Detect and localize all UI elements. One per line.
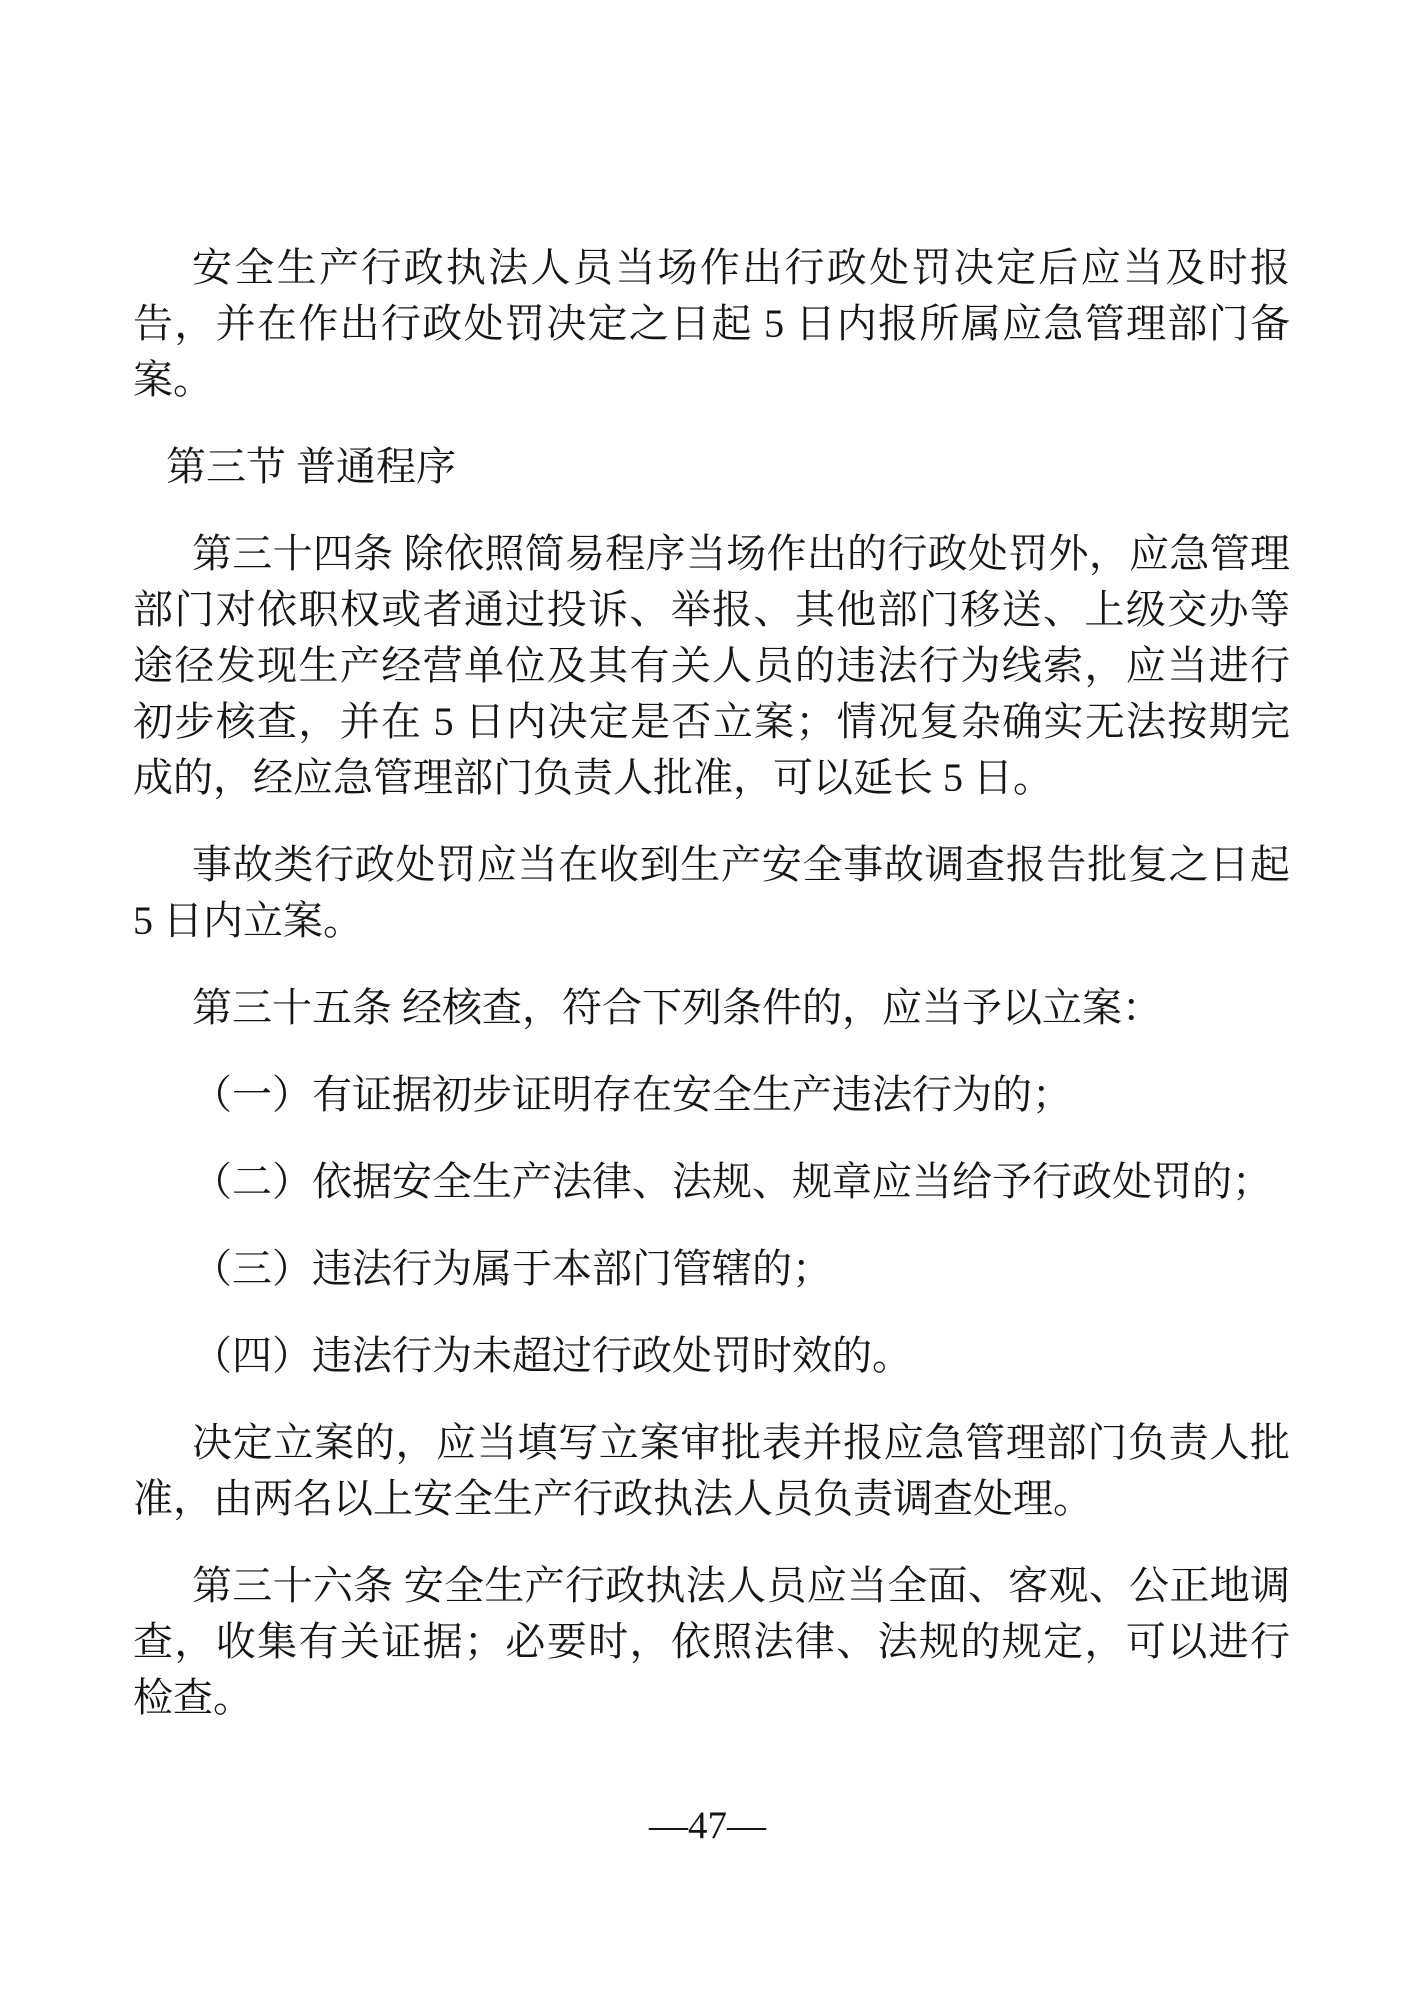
text-line: 准，由两名以上安全生产行政执法人员负责调查处理。 [133,1476,1093,1521]
list-item [133,1241,1290,1297]
text-line: （一）有证据初步证明存在安全生产违法行为的； [192,1072,1072,1117]
text-line: 安全生产行政执法人员当场作出行政处罚决定后应当及时报 [192,245,1290,290]
paragraph [133,980,1290,1036]
list-item [133,1328,1290,1384]
text-line: 查，收集有关证据；必要时，依照法律、法规的规定，可以进行 [133,1619,1290,1664]
text-line: 5 日内立案。 [133,898,363,943]
paragraph [133,837,1290,949]
text-line: 第三十五条 经核查，符合下列条件的，应当予以立案： [192,985,1162,1030]
text-line: （四）违法行为未超过行政处罚时效的。 [192,1333,912,1378]
paragraph [133,526,1290,806]
text-block [133,240,1290,1757]
text-line: 案。 [133,357,213,402]
paragraph [133,1415,1290,1527]
text-line: 成的，经应急管理部门负责人批准，可以延长 5 日。 [133,755,1053,800]
text-line: 初步核查，并在 5 日内决定是否立案；情况复杂确实无法按期完 [133,699,1290,744]
list-item [133,1154,1290,1210]
text-line: 第三十六条 安全生产行政执法人员应当全面、客观、公正地调 [192,1563,1290,1608]
text-line: 告，并在作出行政处罚决定之日起 5 日内报所属应急管理部门备 [133,301,1290,346]
text-line: 第三十四条 除依照简易程序当场作出的行政处罚外，应急管理 [192,531,1290,576]
text-line: 决定立案的，应当填写立案审批表并报应急管理部门负责人批 [192,1420,1290,1465]
paragraph [133,240,1290,408]
list-item [133,1067,1290,1123]
text-line: 事故类行政处罚应当在收到生产安全事故调查报告批复之日起 [192,842,1290,887]
text-line: 部门对依职权或者通过投诉、举报、其他部门移送、上级交办等 [133,587,1290,632]
text-line: （三）违法行为属于本部门管辖的； [192,1246,832,1291]
paragraph [133,1558,1290,1726]
section-heading [133,439,1290,495]
section-heading-text: 第三节 普通程序 [166,444,456,489]
text-line: （二）依据安全生产法律、法规、规章应当给予行政处罚的； [192,1159,1272,1204]
text-line: 途径发现生产经营单位及其有关人员的违法行为线索，应当进行 [133,643,1290,688]
text-line: 检查。 [133,1675,253,1720]
page-number: —47— [649,1804,766,1847]
